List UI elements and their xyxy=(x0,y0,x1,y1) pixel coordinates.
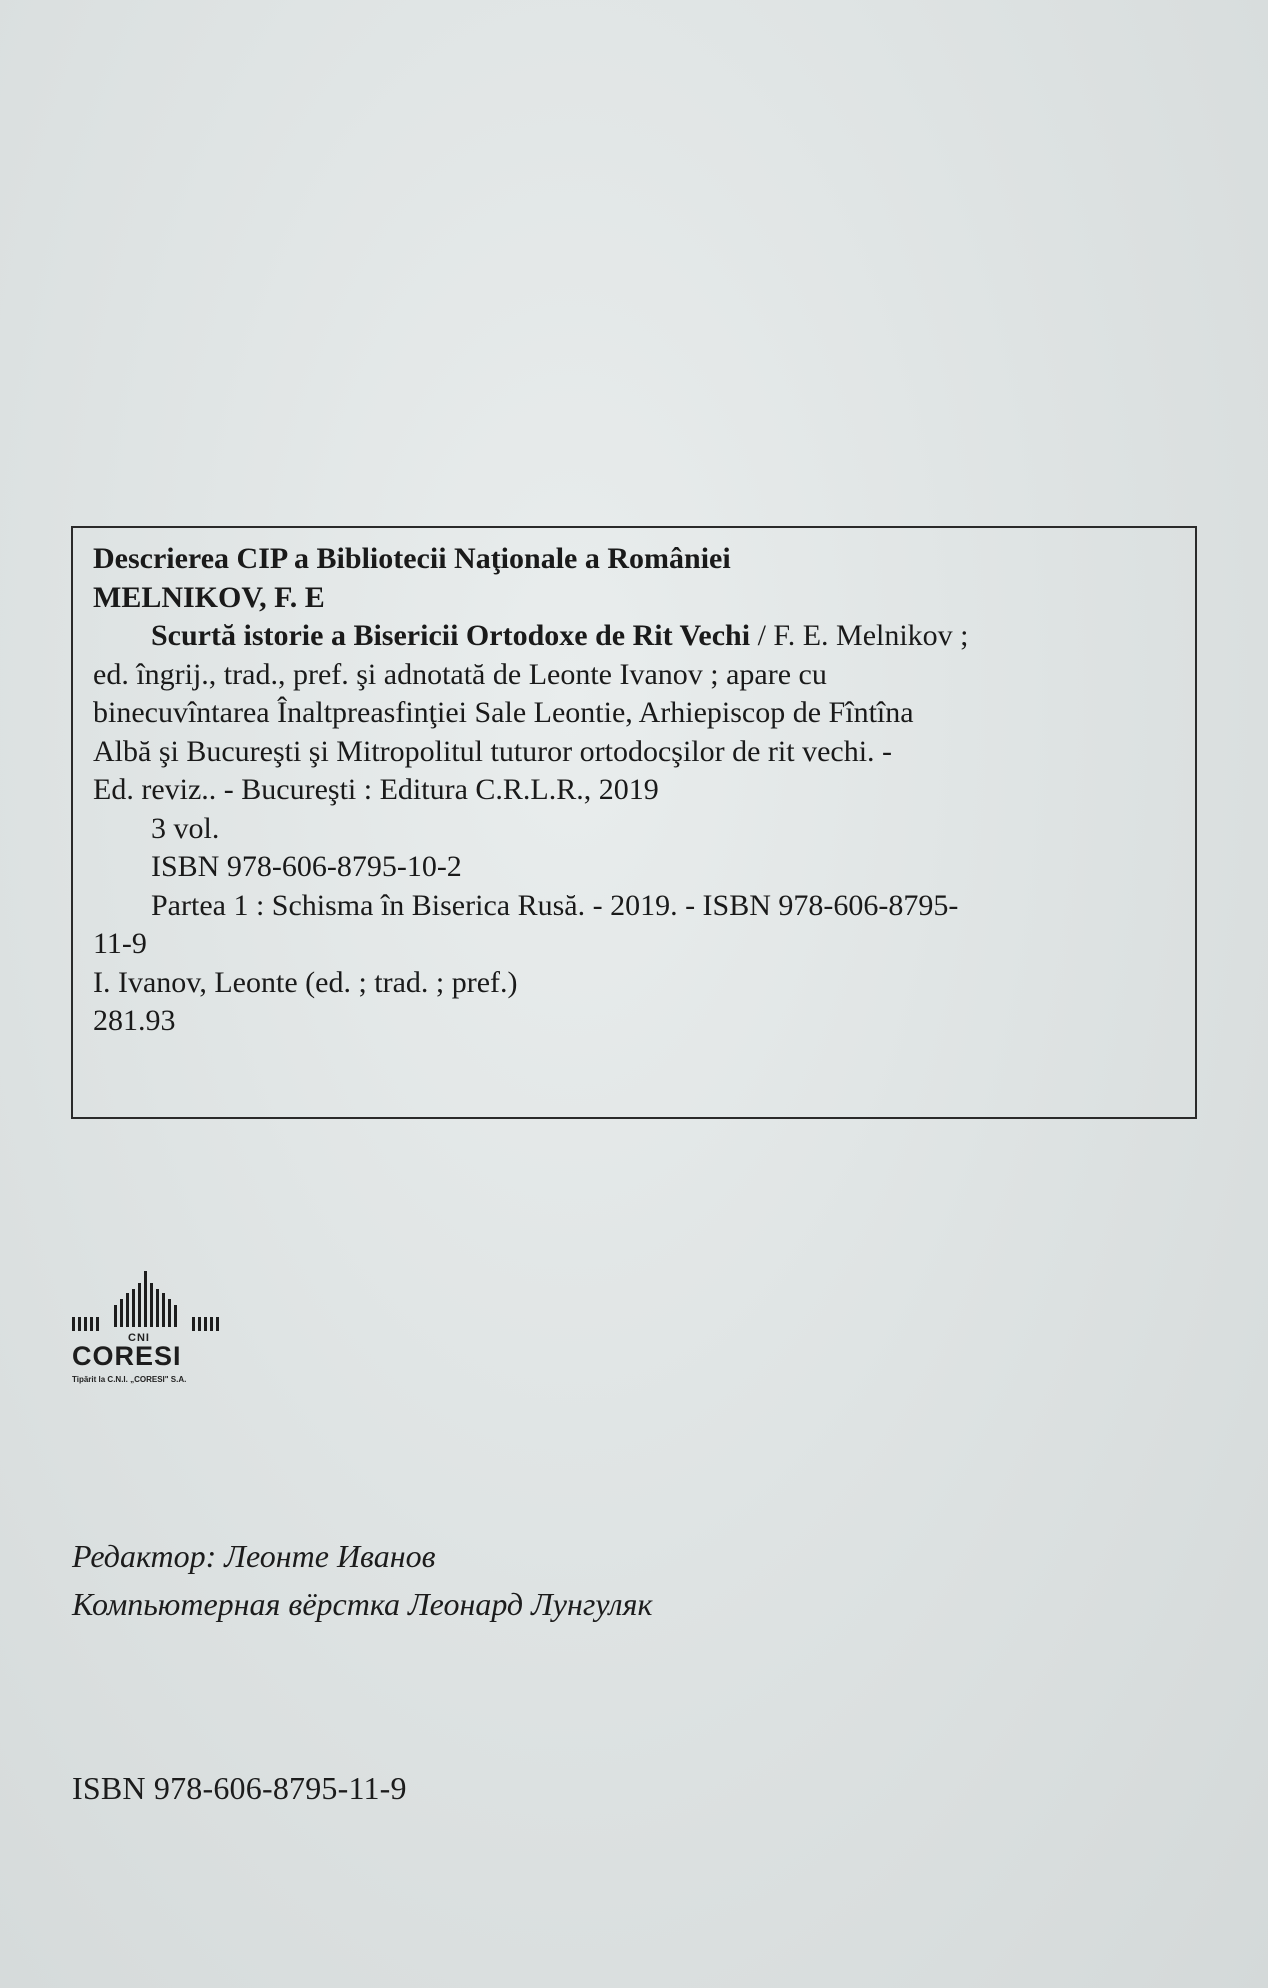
layout-credit: Компьютерная вёрстка Леонард Лунгуляк xyxy=(72,1586,653,1622)
coresi-printer-logo xyxy=(68,1265,238,1385)
logo-cni-text: CNI xyxy=(128,1332,150,1344)
cip-isbn-set: ISBN 978-606-8795-10-2 xyxy=(151,850,462,883)
logo-coresi-text: CORESI xyxy=(72,1341,182,1371)
cip-title: Scurtă istorie a Bisericii Ortodoxe de Rit Vechi xyxy=(151,619,751,652)
cip-classification: 281.93 xyxy=(93,1004,176,1037)
cip-description-line-5: Albă şi Bucureşti şi Mitropolitul tuturor ortodocşilor de rit vechi. - xyxy=(93,734,893,768)
logo-subtitle: Tipărit la C.N.I. „CORESI" S.A. xyxy=(72,1375,187,1384)
cip-part-line-1: Partea 1 : Schisma în Biserica Rusă. - 2019. - ISBN 978-606-8795- xyxy=(151,888,959,922)
cip-record-box xyxy=(71,526,1197,1119)
cip-description-line-3: ed. îngrij., trad., pref. şi adnotată de Leonte Ivanov ; apare cu xyxy=(93,657,827,691)
isbn-number: ISBN 978-606-8795-11-9 xyxy=(72,1770,407,1806)
cip-title-line xyxy=(93,617,1175,656)
cip-title-responsibility: / F. E. Melnikov ; xyxy=(750,619,969,652)
cip-edition-line: Ed. reviz.. - Bucureşti : Editura C.R.L.R., 2019 xyxy=(93,773,659,806)
credits-block xyxy=(72,1532,652,1628)
cip-description-line-4: binecuvîntarea Înaltpreasfinţiei Sale Leontie, Arhiepiscop de Fîntîna xyxy=(93,696,914,729)
cip-heading: Descrierea CIP a Bibliotecii Naţionale a României xyxy=(93,542,731,575)
coresi-bars-icon xyxy=(68,1265,238,1337)
editor-credit: Редактор: Леонте Иванов xyxy=(72,1538,436,1574)
cip-contributor: I. Ivanov, Leonte (ed. ; trad. ; pref.) xyxy=(93,965,518,999)
cip-volumes: 3 vol. xyxy=(151,811,220,845)
cip-author: MELNIKOV, F. E xyxy=(93,580,325,614)
cip-part-line-2: 11-9 xyxy=(93,927,147,960)
